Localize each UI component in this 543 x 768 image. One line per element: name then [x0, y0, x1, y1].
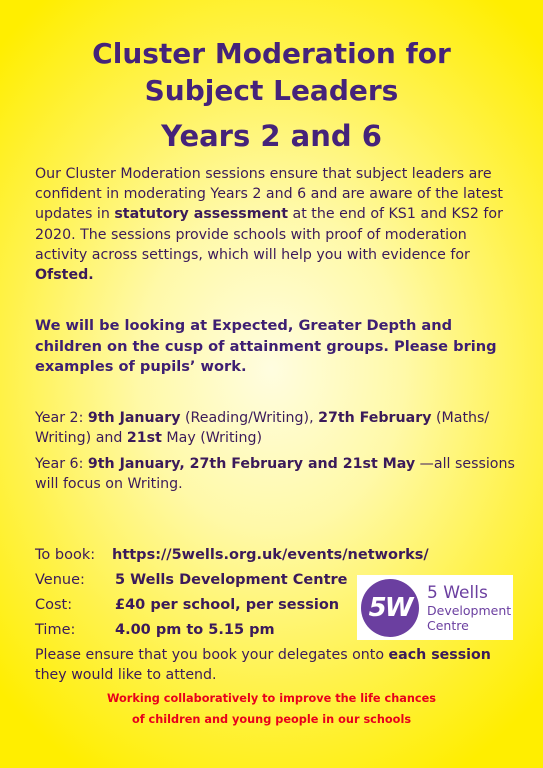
time-value: 4.00 pm to 5.15 pm	[115, 622, 275, 638]
logo-badge-icon: 5W	[361, 579, 419, 637]
tagline-line-2: of children and young people in our schools	[131, 713, 412, 726]
year2-date-1: 9th January	[87, 410, 181, 426]
year2-text-3: May (Writing)	[161, 430, 262, 447]
booking-label: To book:	[35, 547, 96, 563]
focus-paragraph: We will be looking at Expected, Greater Depth and children on the cusp of attainment groups. Please bring examples of pupils’ work.	[35, 317, 497, 375]
cost-label: Cost:	[35, 597, 73, 613]
note-text-c: they would like to attend.	[35, 667, 217, 684]
year2-text-1: (Reading/Writing),	[180, 410, 319, 426]
year2-date-3: 21st	[126, 430, 162, 447]
intro-text-a: Our Cluster Moderation sessions ensure that subject leaders are confident in moderating Years 2 and 6 and are aware of the latest updates in	[35, 166, 503, 223]
note-emphasis: each session	[388, 647, 491, 663]
title-line-3: Years 2 and 6	[161, 119, 382, 153]
logo-line-1: 5 Wells	[427, 582, 488, 603]
venue-value: 5 Wells Development Centre	[115, 572, 348, 588]
year6-text: —all sessions will focus on Writing.	[35, 456, 515, 493]
intro-emphasis-statutory: statutory assessment	[114, 206, 289, 223]
intro-emphasis-ofsted: Ofsted.	[35, 267, 94, 284]
cost-row	[35, 595, 339, 615]
tagline-line-1: Working collaboratively to improve the life chances	[106, 692, 437, 705]
title-line-2: Subject Leaders	[144, 74, 399, 107]
venue-row	[35, 570, 348, 590]
year2-date-2: 27th February	[318, 410, 432, 426]
year2-label: Year 2:	[35, 410, 88, 426]
time-row	[35, 620, 275, 640]
year6-dates	[35, 454, 515, 494]
year6-label: Year 6:	[35, 456, 88, 472]
cost-value: £40 per school, per session	[115, 597, 340, 613]
five-wells-logo	[357, 575, 513, 640]
booking-link[interactable]: https://5wells.org.uk/events/networks/	[112, 547, 429, 563]
title-line-1: Cluster Moderation for	[92, 37, 451, 70]
logo-line-2: Development	[427, 602, 512, 618]
year2-text-2: (Maths/ Writing) and	[35, 410, 490, 447]
logo-wordmark	[427, 583, 511, 633]
intro-text-c: at the end of KS1 and KS2 for 2020. The sessions provide schools with proof of moderation activity across settings, which will help you with evidence for	[35, 206, 503, 263]
note-text-a: Please ensure that you book your delegates onto	[35, 647, 389, 663]
intro-paragraph	[35, 164, 515, 285]
booking-note	[35, 645, 515, 685]
booking-row	[35, 545, 429, 565]
logo-line-3: Centre	[427, 617, 469, 633]
year6-dates-bold: 9th January, 27th February and 21st May	[87, 456, 416, 472]
venue-label: Venue:	[35, 572, 85, 588]
year2-dates	[35, 408, 515, 448]
time-label: Time:	[35, 622, 76, 638]
